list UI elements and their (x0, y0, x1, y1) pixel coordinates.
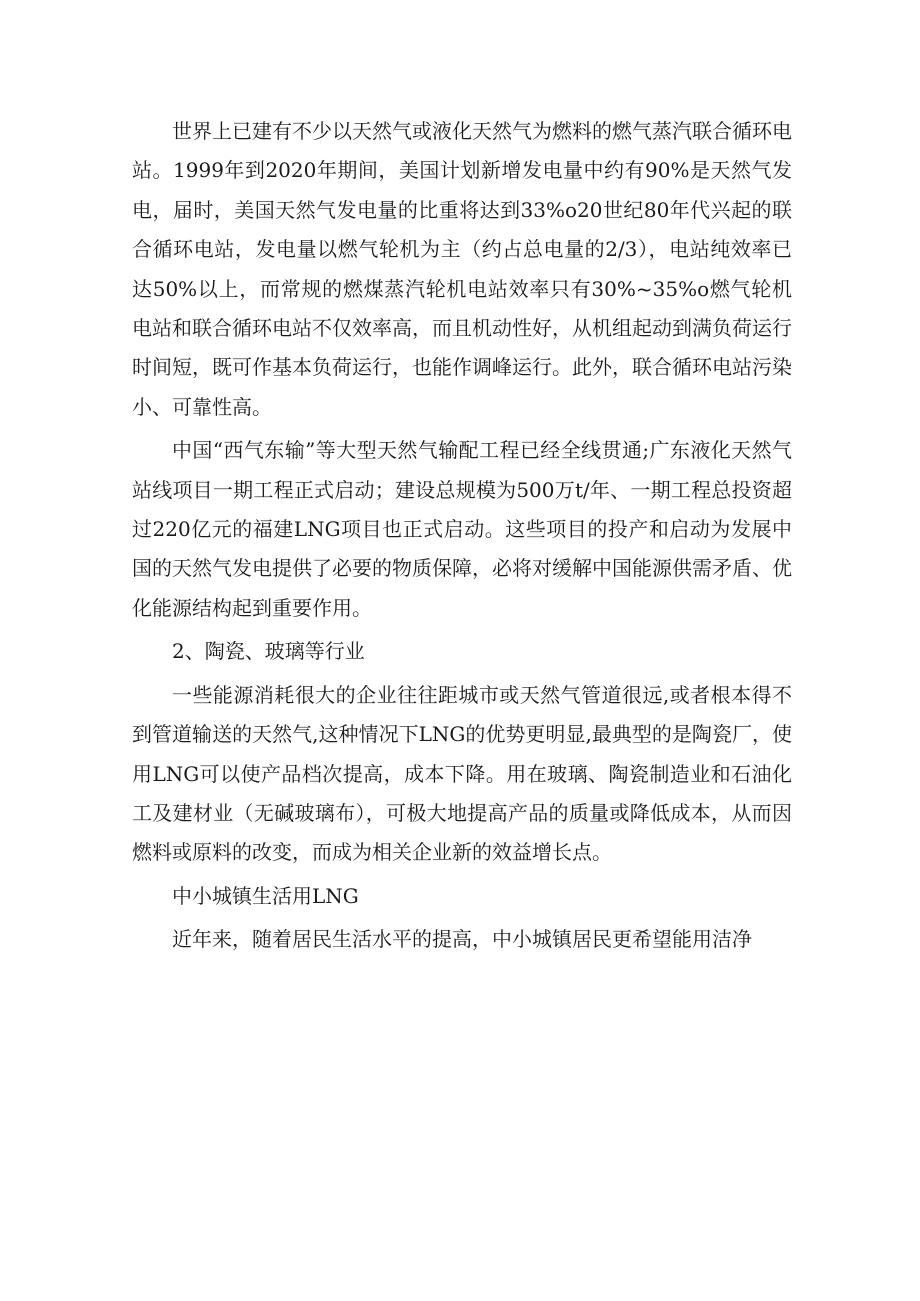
document-body (132, 112, 792, 960)
paragraph-small-towns: 近年来，随着居民生活水平的提高，中小城镇居民更希望能用洁净 (172, 927, 752, 952)
paragraph-power-plants: 世界上已建有不少以天然气或液化天然气为燃料的燃气蒸汽联合循环电站。1999年到2020年期间，美国计划新增发电量中约有90%是天然气发电，届时，美国天然气发电量的比重将达到33%o20世纪80年代兴起的联合循环电站，发电量以燃气轮机为主（约占总电量的2/3），电站纯效率已达50%以上，而常规的燃煤蒸汽轮机电站效率只有30%~35%o燃气轮机电站和联合循环电站不仅效率高，而且机动性好，从机组起动到满负荷运行时间短，既可作基本负荷运行，也能作调峰运行。此外，联合循环电站污染小、可靠性高。 (132, 119, 792, 419)
section-heading-small-towns: 中小城镇生活用LNG (172, 883, 359, 908)
paragraph-west-east-gas: 中国“西气东输”等大型天然气输配工程已经全线贯通;广东液化天然气站线项目一期工程正式启动；建设总规模为500万t/年、一期工程总投资超过220亿元的福建LNG项目也正式启动。这些项目的投产和启动为发展中国的天然气发电提供了必要的物质保障，必将对缓解中国能源供需矛盾、优化能源结构起到重要作用。 (132, 438, 792, 620)
paragraph-ceramics-glass: 一些能源消耗很大的企业往往距城市或天然气管道很远,或者根本得不到管道输送的天然气,这种情况下LNG的优势更明显,最典型的是陶瓷厂，使用LNG可以使产品档次提高，成本下降。用在玻璃、陶瓷制造业和石油化工及建材业（无碱玻璃布），可极大地提高产品的质量或降低成本，从而因燃料或原料的改变，而成为相关企业新的效益增长点。 (132, 682, 792, 865)
section-heading-ceramics-glass: 2、陶瓷、玻璃等行业 (172, 639, 365, 664)
